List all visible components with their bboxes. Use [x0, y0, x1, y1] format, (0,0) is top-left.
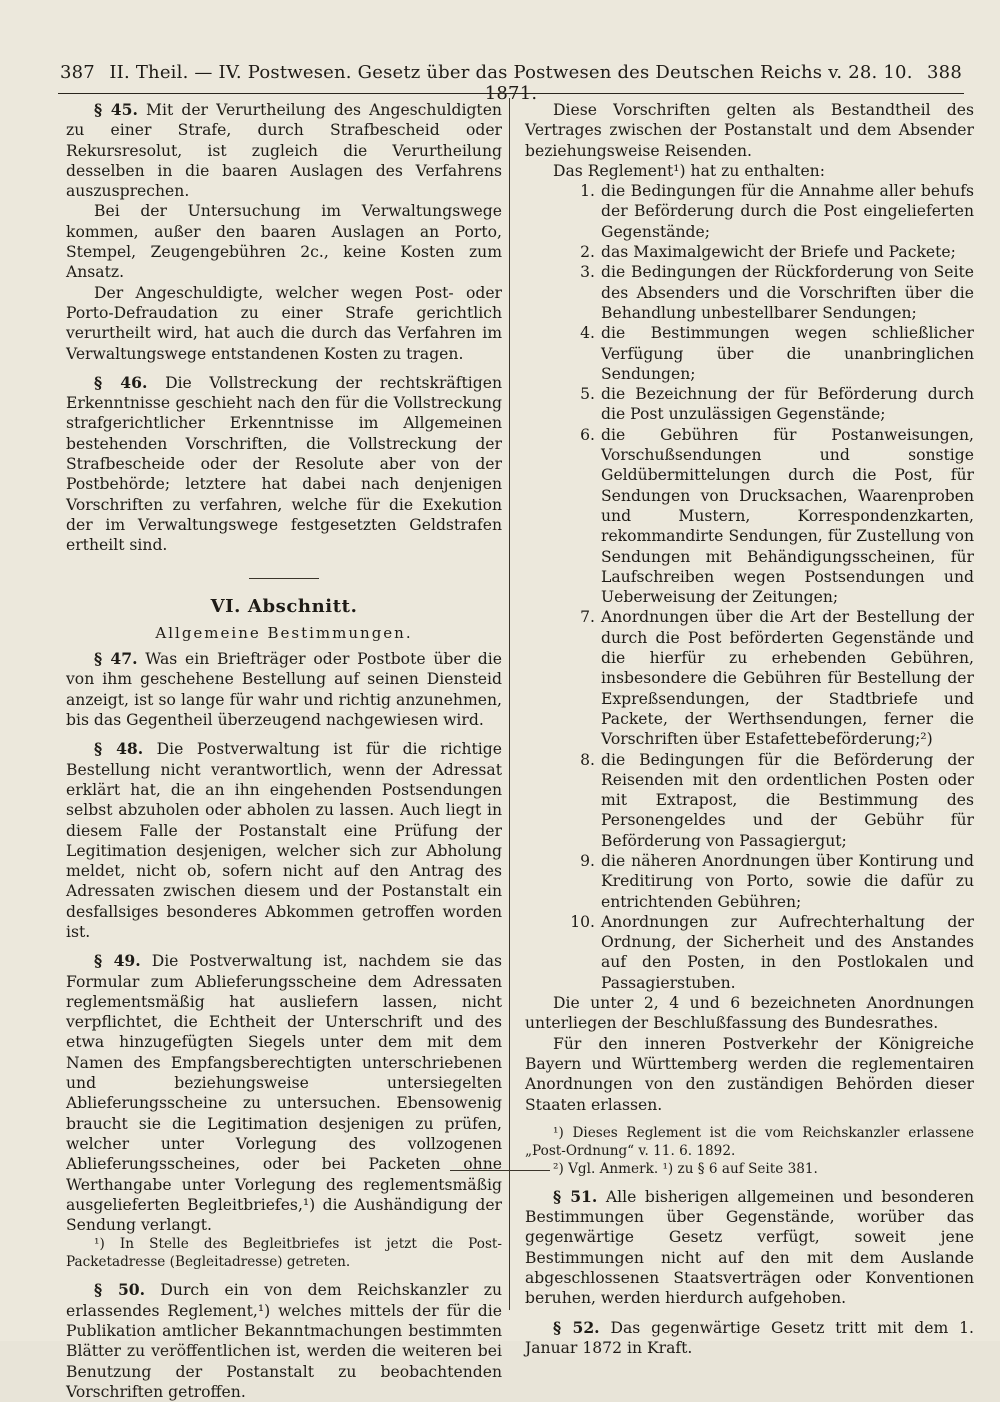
chapter-heading: VI. Abschnitt. — [210, 595, 358, 617]
footnote-2: ²) Vgl. Anmerk. ¹) zu § 6 auf Seite 381. — [553, 1160, 818, 1177]
footnote-1: ¹) Dieses Reglement ist die vom Reichskanzler erlassene „Post-Ordnung“ v. 11. 6. 1892. — [525, 1124, 974, 1159]
chapter-subheading: Allgemeine Bestimmungen. — [155, 623, 413, 642]
chapter-divider — [249, 578, 319, 579]
list-text: Anordnungen zur Aufrechterhaltung der Ordnung, der Sicherheit und des Anstandes auf den Posten, in den Postlokalen und Passagierstuben. — [601, 912, 974, 992]
reglement-list — [525, 181, 974, 993]
section-45-p3: Der Angeschuldigte, welcher wegen Post- oder Porto-Defraudation zu einer Strafe gerichtlich verurtheilt wird, hat auch die durch das Verfahren im Verwaltungswege entstandenen Kosten zu tragen. — [66, 283, 502, 363]
list-number: 4. — [580, 324, 595, 343]
after-list-paragraph-2: Für den inneren Postverkehr der Königreiche Bayern und Württemberg werden die reglementairen Anordnungen von den zuständigen Behörden dieser Staaten erlassen. — [525, 1034, 974, 1114]
page-header — [60, 62, 962, 104]
list-item — [525, 750, 974, 851]
list-number: 9. — [580, 851, 595, 870]
paragraph-text: Alle bisherigen allgemeinen und besonderen Bestimmungen über Gegenstände, worüber das gegenwärtige Gesetz verfügt, soweit jene Bestimmungen nicht auf den mit dem Auslande abgeschlossenen Staatsverträgen oder Konventionen beruhen, werden hierdurch aufgehoben. — [525, 1187, 974, 1308]
list-text: die Bedingungen der Rückforderung von Seite des Absenders und die Vorschriften über die Behandlung unbestellbarer Sendungen; — [601, 263, 974, 322]
list-number: 1. — [580, 182, 595, 201]
list-item — [525, 262, 974, 323]
section-number: § 46. — [94, 372, 148, 392]
list-text: Anordnungen über die Art der Bestellung der durch die Post beförderten Gegenstände und die hierfür zu erhebenden Gebühren, insbesondere die Gebühren für Bestellung der Expreßsendungen, der Stadtbriefe und Packete, der Werthsendungen, ferner die Vorschriften über Estafettebeförderung;²) — [601, 608, 974, 749]
list-item — [525, 242, 974, 262]
section-46 — [66, 373, 502, 556]
list-item — [525, 323, 974, 384]
paragraph-text: Die Postverwaltung ist für die richtige Bestellung nicht verantwortlich, wenn der Adressat erklärt hat, die an ihn eingehenden Postsendungen selbst abzuholen oder abholen zu lassen. Auch liegt in diesem Falle der Postanstalt eine Prüfung der Legitimation desjenigen, welcher sich zur Abholung meldet, nicht ob, sofern nicht auf den Antrag des Adressaten zwischen diesem und der Postanstalt ein desfallsiges besonderes Abkommen getroffen worden ist. — [66, 740, 502, 941]
list-item — [525, 384, 974, 425]
section-52 — [525, 1318, 974, 1359]
list-number: 7. — [580, 608, 595, 627]
list-text: die Bestimmungen wegen schließlicher Verfügung über die unanbringlichen Sendungen; — [601, 324, 974, 383]
list-text: die Gebühren für Postanweisungen, Vorschußsendungen und sonstige Geldübermittelungen durch die Post, für Sendungen von Drucksachen, Waarenproben und Mustern, Korrespondenzkarten, rekommandirte Sendungen, für Zustellung von Sendungen mit Behändigungsscheinen, für Laufschreiben wegen Postsendungen und Ueberweisung der Zeitungen; — [601, 425, 974, 607]
section-number: § 47. — [94, 649, 138, 669]
section-number: § 51. — [553, 1186, 598, 1206]
column-divider — [509, 98, 510, 1310]
section-47 — [66, 649, 502, 730]
paragraph-text: Was ein Briefträger oder Postbote über die von ihm geschehene Bestellung auf seinen Diensteid anzeigt, ist so lange für wahr und richtig anzunehmen, bis das Gegentheil überzeugend nachgewiesen wird. — [66, 650, 502, 730]
intro-paragraph: Diese Vorschriften gelten als Bestandtheil des Vertrages zwischen der Postanstalt und dem Absender beziehungsweise Reisenden. — [525, 101, 974, 160]
list-number: 3. — [580, 263, 595, 282]
section-45-p1 — [66, 100, 502, 201]
section-45-p2: Bei der Untersuchung im Verwaltungswege kommen, außer den baaren Auslagen an Porto, Stempel, Zeugengebühren 2c., keine Kosten zum Ansatz. — [66, 202, 502, 282]
list-number: 8. — [580, 750, 595, 769]
section-51 — [525, 1187, 974, 1309]
reglement-lead: Das Reglement¹) hat zu enthalten: — [553, 161, 825, 180]
list-text: die näheren Anordnungen über Kontirung und Kreditirung von Porto, sowie die dafür zu entrichtenden Gebühren; — [601, 851, 974, 911]
page-number-left: 387 — [60, 62, 95, 83]
list-item — [525, 607, 974, 749]
header-rule — [58, 93, 964, 94]
section-number: § 48. — [94, 739, 144, 759]
list-number: 2. — [580, 243, 595, 262]
paragraph-text: Die Vollstreckung der rechtskräftigen Erkenntnisse geschieht nach den für die Vollstreckung strafgerichtlicher Erkenntnisse im Allgemeinen bestehenden Vorschriften, die Vollstreckung der Strafbescheide oder der Resolute aber von der Postbehörde; letztere hat dabei nach denjenigen Vorschriften zu verfahren, welche für die Exekution der im Verwaltungswege festgesetzten Geldstrafen ertheilt sind. — [66, 373, 502, 555]
paragraph-text: Durch ein von dem Reichskanzler zu erlassendes Reglement,¹) welches mittels der für die Publikation amtlicher Bekanntmachungen bestimmten Blätter zu veröffentlichen ist, werden die weiteren bei Benutzung der Postanstalt zu beobachtenden Vorschriften getroffen. — [66, 1281, 502, 1401]
list-number: 5. — [580, 385, 595, 404]
list-number: 6. — [580, 425, 595, 444]
list-number: 10. — [570, 912, 595, 931]
list-item — [525, 912, 974, 993]
after-list-paragraph-1: Die unter 2, 4 und 6 bezeichneten Anordnungen unterliegen der Beschlußfassung des Bundesrathes. — [525, 994, 974, 1033]
footnote: ¹) In Stelle des Begleitbriefes ist jetzt die Post-Packetadresse (Begleitadresse) getreten. — [66, 1236, 502, 1271]
section-number: § 45. — [94, 100, 138, 119]
list-item — [525, 425, 974, 608]
paragraph-text: Die Postverwaltung ist, nachdem sie das Formular zum Ablieferungsscheine dem Adressaten reglementsmäßig hat ausliefern lassen, nicht verpflichtet, die Echtheit der Unterschrift und des etwa hinzugefügten Siegels unter dem mit dem Namen des Empfangsberechtigten unterschriebenen und beziehungsweise untersiegelten Ablieferungsscheine zu untersuchen. Ebensowenig braucht sie die Legitimation desjenigen zu prüfen, welcher unter Vorlegung des vollzogenen Ablieferungsscheines, oder bei Packeten ohne Werthangabe unter Vorlegung des reglementsmäßig ausgelieferten Begleitbriefes,¹) die Aushändigung der Sendung verlangt. — [66, 952, 502, 1235]
paragraph-text: Mit der Verurtheilung des Angeschuldigten zu einer Strafe, durch Strafbescheid oder Rekursresolut, ist zugleich die Verurtheilung desselben in die baaren Auslagen des Verfahrens auszusprechen. — [66, 101, 502, 201]
running-title: II. Theil. — IV. Postwesen. Gesetz über das Postwesen des Deutschen Reichs v. 28. 10. 1871. — [109, 62, 913, 104]
section-50 — [66, 1280, 502, 1402]
list-text: die Bedingungen für die Beförderung der Reisenden mit den ordentlichen Posten oder mit Extrapost, die Bestimmung des Personengeldes und der Gebühr für Beförderung von Passagiergut; — [601, 750, 974, 850]
list-text: die Bedingungen für die Annahme aller behufs der Beförderung durch die Post eingelieferten Gegenstände; — [601, 182, 974, 241]
left-column — [66, 100, 502, 1402]
list-item — [525, 851, 974, 912]
list-item — [525, 181, 974, 242]
section-number: § 52. — [553, 1317, 600, 1337]
section-49 — [66, 951, 502, 1235]
section-number: § 50. — [94, 1280, 146, 1300]
paragraph-text: Das gegenwärtige Gesetz tritt mit dem 1. Januar 1872 in Kraft. — [525, 1318, 974, 1357]
list-text: die Bezeichnung der für Beförderung durch die Post unzulässigen Gegenstände; — [601, 385, 974, 424]
section-number: § 49. — [94, 951, 141, 971]
right-column — [525, 100, 974, 1358]
list-text: das Maximalgewicht der Briefe und Packete; — [601, 243, 956, 262]
end-rule — [450, 1170, 550, 1171]
page-number-right: 388 — [927, 62, 962, 83]
section-48 — [66, 739, 502, 942]
